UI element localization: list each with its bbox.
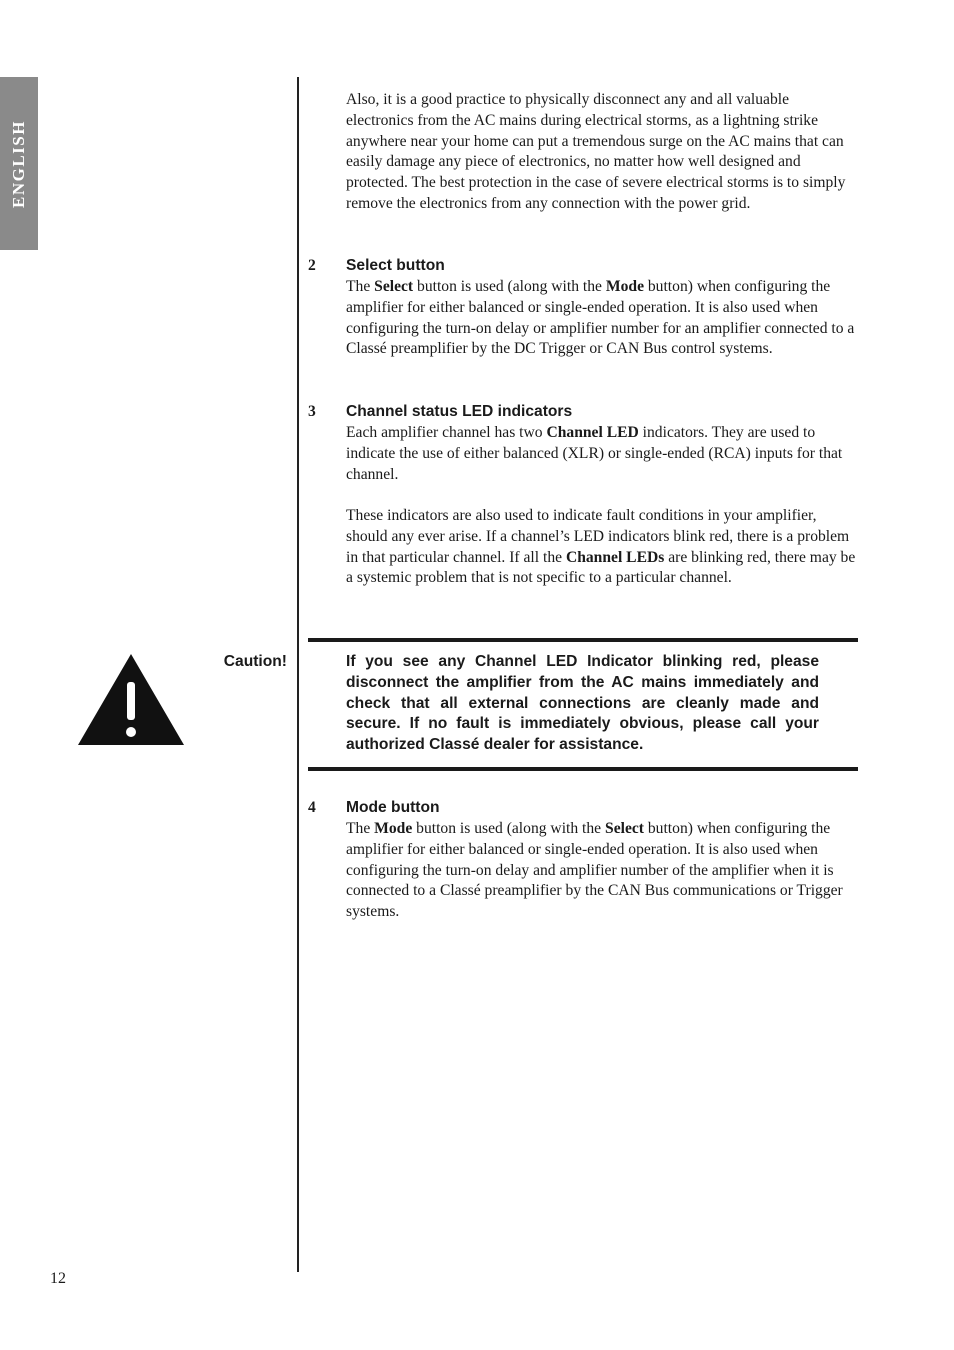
text-run: Each amplifier channel has two [346, 424, 547, 441]
item-paragraph [346, 277, 859, 360]
intro-paragraph: Also, it is a good practice to physically disconnect any and all valuable electronics from the AC mains during electrical storms, as a lightning strike anywhere near your home can put a tremendous surge on the AC mains that can easily damage any piece of electronics, no matter how well designed and protected. The best protection in the case of severe electrical storms is to simply remove the electronics from any connection with the power grid. [346, 91, 846, 212]
text-run: button is used (along with the [413, 278, 606, 295]
bold-term: Channel LEDs [565, 548, 665, 566]
caution-top-rule [308, 638, 858, 642]
item-paragraph [346, 506, 859, 589]
column-divider [297, 77, 299, 1272]
item-heading: Select button [346, 257, 445, 274]
caution-label: Caution! [223, 653, 287, 670]
bold-term: Channel LED [546, 424, 639, 441]
item-paragraph [346, 819, 859, 923]
item-heading: Mode button [346, 799, 440, 816]
item-number: 3 [308, 403, 316, 420]
caution-bottom-rule [308, 767, 858, 771]
language-tab-label: ENGLISH [9, 119, 28, 208]
item-number: 2 [308, 257, 316, 274]
text-run: These indicators are also used to indicate fault conditions in your amplifier, should any ever arise. If a channel’s LED indicators blink red, there is a problem in that particular channel. If all the [346, 507, 850, 566]
page-number: 12 [50, 1270, 66, 1287]
text-run: The [346, 278, 375, 295]
bold-term: Select [374, 278, 414, 295]
item-number: 4 [308, 799, 316, 816]
item-paragraph [346, 423, 859, 485]
warning-triangle-icon [76, 652, 186, 747]
text-run: are blinking red, there may be a systemic problem that is not specific to a particular channel. [346, 548, 856, 587]
text-run: The [346, 820, 375, 837]
text-run: button is used (along with the [412, 820, 606, 837]
text-run: button) when configuring the amplifier for either balanced or single-ended operation. It is also used when configuring the turn-on delay and amplifier number of the amplifier when it is connected to a Classé preamplifier by the CAN Bus communications or Trigger systems. [346, 820, 843, 921]
language-tab [0, 77, 38, 250]
bold-term: Select [605, 820, 644, 837]
item-heading: Channel status LED indicators [346, 403, 573, 420]
bold-term: Mode [374, 820, 413, 837]
caution-text: If you see any Channel LED Indicator blinking red, please disconnect the amplifier from the AC mains immediately and check that all external connections are cleanly made and secure. If no fault is immediately obvious, please call your authorized Classé dealer for assistance. [346, 653, 819, 754]
text-run: indicators. They are used to indicate the use of either balanced (XLR) or single-ended (RCA) inputs for that channel. [346, 424, 843, 483]
text-run: button) when configuring the amplifier for either balanced or single-ended operation. It is also used when configuring the turn-on delay or amplifier number for an amplifier connected to a Classé preamplifier by the DC Trigger or CAN Bus control systems. [346, 278, 855, 358]
bold-term: Mode [605, 278, 644, 295]
